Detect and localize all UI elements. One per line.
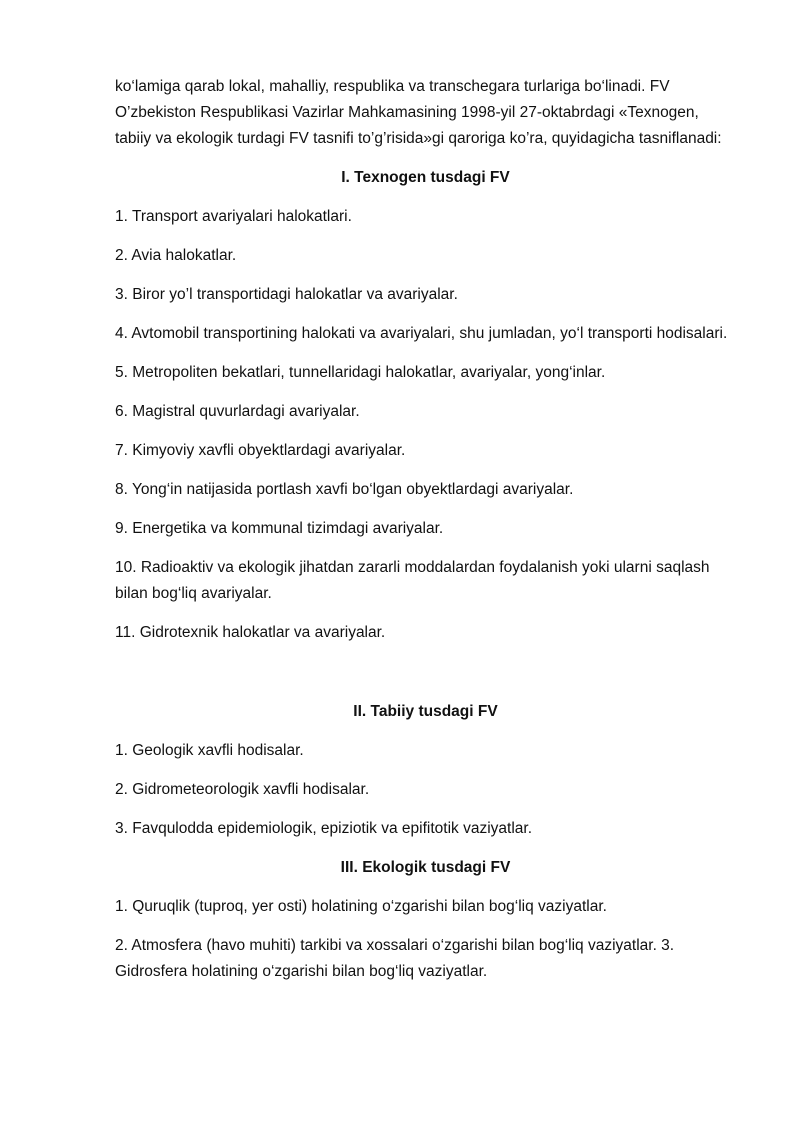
list-item: 4. Avtomobil transportining halokati va avariyalari, shu jumladan, yo‘l transporti hodisalari. [115,325,728,342]
section-heading-ekologik: III. Ekologik tusdagi FV [340,859,511,876]
list-item: 9. Energetika va kommunal tizimdagi avariyalar. [115,520,444,537]
list-item: 7. Kimyoviy xavfli obyektlardagi avariyalar. [115,442,406,459]
list-item: 5. Metropoliten bekatlari, tunnellaridagi halokatlar, avariyalar, yong‘inlar. [115,364,606,381]
list-item: 1. Transport avariyalari halokatlari. [115,208,352,225]
list-item: 11. Gidrotexnik halokatlar va avariyalar. [115,624,386,641]
list-item: 2. Atmosfera (havo muhiti) tarkibi va xossalari o‘zgarishi bilan bog‘liq vaziyatlar. 3. Gidrosfera holatining o‘zgarishi bilan bog‘liq vaziyatlar. [115,937,675,980]
list-item: 3. Biror yo’l transportidagi halokatlar va avariyalar. [115,286,458,303]
list-item: 8. Yong‘in natijasida portlash xavfi bo‘lgan obyektlardagi avariyalar. [115,481,574,498]
section-heading-tabiiy: II. Tabiiy tusdagi FV [353,703,498,720]
section-heading-texnogen: I. Texnogen tusdagi FV [341,169,510,186]
list-item: 6. Magistral quvurlardagi avariyalar. [115,403,360,420]
list-item: 2. Gidrometeorologik xavfli hodisalar. [115,781,370,798]
list-item: 3. Favqulodda epidemiologik, epiziotik va epifitotik vaziyatlar. [115,820,533,837]
list-item: 10. Radioaktiv va ekologik jihatdan zararli moddalardan foydalanish yoki ularni saqlash bilan bog‘liq avariyalar. [115,559,710,602]
intro-paragraph: ko‘lamiga qarab lokal, mahalliy, respublika va transchegara turlariga bo‘linadi. FV O’zbekiston Respublikasi Vazirlar Mahkamasining 1998-yil 27-oktabrdagi «Texnogen, tabiiy va ekologik turdagi FV tasnifi to’g’risida»gi qaroriga ko’ra, quyidagicha tasniflanadi: [115,78,722,147]
list-item: 2. Avia halokatlar. [115,247,237,264]
section-spacer [115,659,736,699]
list-item: 1. Geologik xavfli hodisalar. [115,742,304,759]
list-item: 1. Quruqlik (tuproq, yer osti) holatining o‘zgarishi bilan bog‘liq vaziyatlar. [115,898,607,915]
